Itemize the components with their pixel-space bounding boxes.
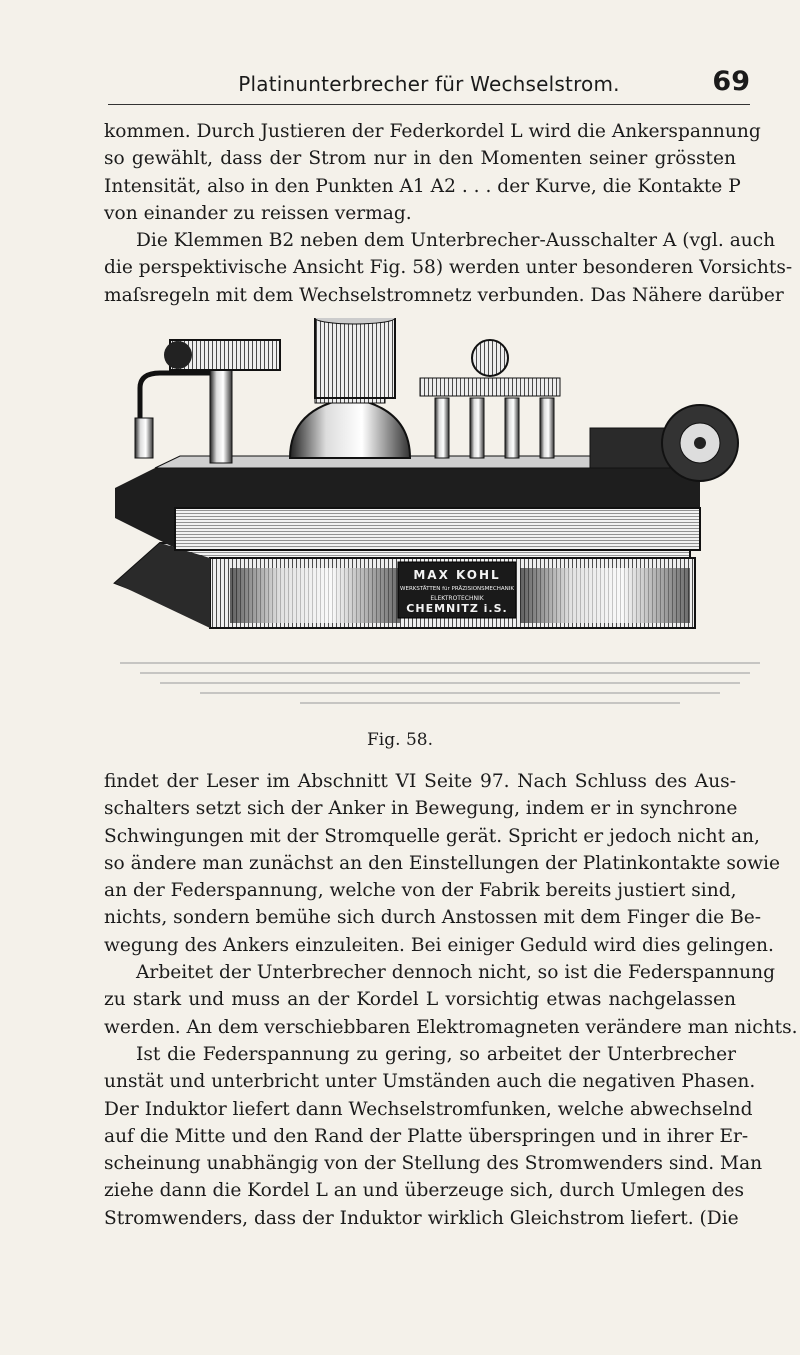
text-line: unstät und unterbricht unter Umständen auch die negativen Phasen. <box>104 1071 756 1093</box>
text-line: die perspektivische Ansicht Fig. 58) werden unter besonderen Vorsichts- <box>104 257 793 279</box>
text-line: ziehe dann die Kordel L an und überzeuge sich, durch Umlegen des <box>104 1180 745 1202</box>
header-rule <box>108 104 750 105</box>
text-line: Die Klemmen B2 neben dem Unterbrecher-Ausschalter A (vgl. auch <box>136 230 776 252</box>
nameplate-field: ELEKTROTECHNIK <box>430 595 484 602</box>
text-line: findet der Leser im Abschnitt VI Seite 97. Nach Schluss des Aus- <box>104 771 736 792</box>
text-line: so ändere man zunächst an den Einstellungen der Platinkontakte sowie <box>104 852 780 874</box>
text-line: von einander zu reissen vermag. <box>104 202 412 224</box>
figure-58 <box>100 318 760 723</box>
paragraph <box>104 118 761 227</box>
text-block-bottom <box>104 768 798 1232</box>
text-line: Intensität, also in den Punkten A1 A2 . . . der Kurve, die Kontakte P <box>104 175 741 197</box>
text-line: auf die Mitte und den Rand der Platte überspringen und in ihrer Er- <box>104 1125 749 1147</box>
figure-caption: Fig. 58. <box>367 730 433 750</box>
text-line: Schwingungen mit der Stromquelle gerät. Spricht er jedoch nicht an, <box>104 825 760 847</box>
text-line: schalters setzt sich der Anker in Bewegung, indem er in synchrone <box>104 798 738 820</box>
text-line: zu stark und muss an der Kordel L vorsichtig etwas nachgelassen <box>104 989 736 1011</box>
nameplate-subtitle: WERKSTÄTTEN für PRÄZISIONSMECHANIK <box>400 586 514 592</box>
text-line: wegung des Ankers einzuleiten. Bei einiger Geduld wird dies gelingen. <box>104 934 774 956</box>
paragraph <box>104 1041 763 1232</box>
running-title: Platinunterbrecher für Wechselstrom. <box>238 72 620 96</box>
text-line: werden. An dem verschiebbaren Elektromagneten verändere man nichts. <box>104 1016 798 1038</box>
running-header <box>108 66 750 106</box>
text-line: Ist die Federspannung zu gering, so arbeitet der Unterbrecher <box>136 1043 736 1065</box>
text-line: an der Federspannung, welche von der Fabrik bereits justiert sind, <box>104 880 737 902</box>
nameplate-maker: MAX KOHL <box>413 568 501 582</box>
text-line: so gewählt, dass der Strom nur in den Momenten seiner grössten <box>104 148 736 170</box>
text-line: kommen. Durch Justieren der Federkordel L wird die Ankerspannung <box>104 121 761 142</box>
text-line: scheinung unabhängig von der Stellung des Stromwenders sind. Man <box>104 1153 763 1175</box>
text-line: Der Induktor liefert dann Wechselstromfunken, welche abwechselnd <box>104 1098 753 1120</box>
page-number: 69 <box>712 66 750 97</box>
paragraph <box>104 227 793 309</box>
text-block-top <box>104 118 793 309</box>
paragraph <box>104 768 798 1041</box>
interrupter-illustration <box>100 318 760 723</box>
text-line: nichts, sondern bemühe sich durch Anstossen mit dem Finger die Be- <box>104 907 762 929</box>
text-line: Stromwenders, dass der Induktor wirklich Gleichstrom liefert. (Die <box>104 1207 739 1229</box>
text-line: maſsregeln mit dem Wechselstromnetz verbunden. Das Nähere darüber <box>104 284 784 306</box>
text-line: Arbeitet der Unterbrecher dennoch nicht, so ist die Federspannung <box>136 962 775 984</box>
nameplate-city: CHEMNITZ i.S. <box>406 602 508 615</box>
